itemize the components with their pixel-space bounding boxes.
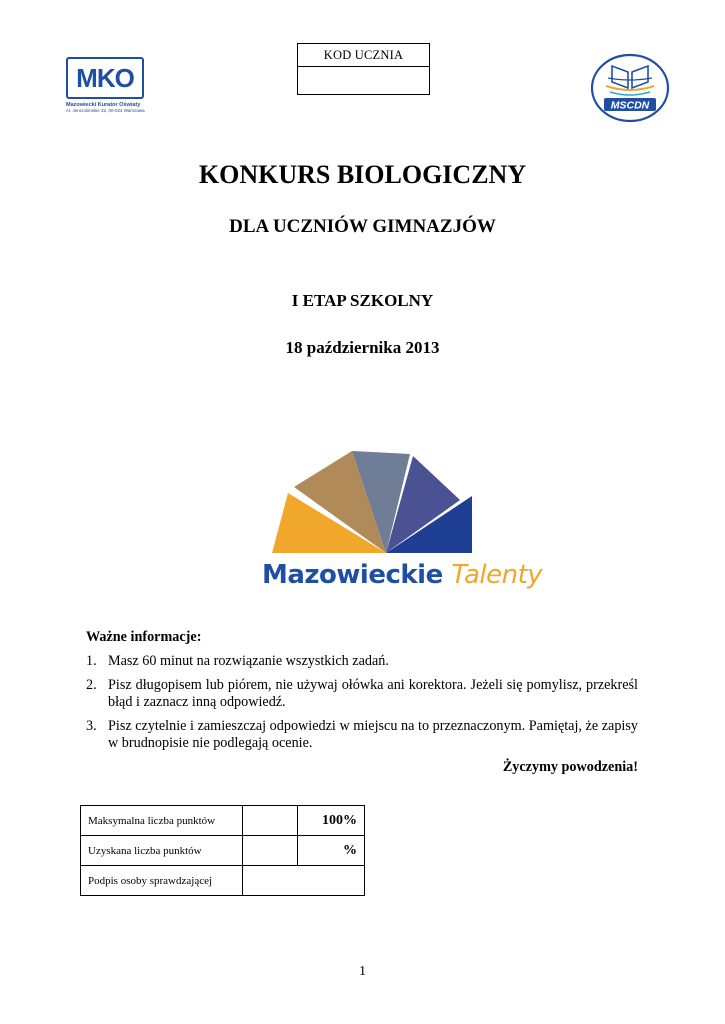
score-table xyxy=(80,805,365,896)
student-code-label: KOD UCZNIA xyxy=(298,44,429,67)
good-luck-text: Życzymy powodzenia! xyxy=(502,759,638,775)
mko-logo xyxy=(66,57,148,119)
info-heading: Ważne informacje: xyxy=(86,629,202,645)
important-info xyxy=(86,629,638,776)
talent-wordmark xyxy=(262,560,542,590)
student-code-box xyxy=(297,43,430,95)
info-item-number: 2. xyxy=(86,677,97,693)
mko-mark-icon: MKO xyxy=(66,57,144,99)
info-item-number: 1. xyxy=(86,653,97,669)
mscdn-logo xyxy=(588,52,672,124)
score-percent: % xyxy=(297,836,364,866)
table-row xyxy=(81,866,365,896)
contest-date: 18 października 2013 xyxy=(285,338,440,357)
score-percent: 100% xyxy=(297,806,364,836)
info-item xyxy=(86,677,638,711)
info-item xyxy=(86,718,638,752)
score-label: Uzyskana liczba punktów xyxy=(81,836,243,866)
info-item-text: Pisz długopisem lub piórem, nie używaj ołówka ani korektora. Jeżeli się pomylisz, przekreśl błąd i zaznacz inną odpowiedź. xyxy=(108,677,638,710)
info-item-text: Pisz czytelnie i zamieszczaj odpowiedzi w miejscu na to przeznaczonym. Pamiętaj, że zapisy w brudnopisie nie podlegają ocenie. xyxy=(108,718,638,751)
signature-field[interactable] xyxy=(243,866,365,896)
score-label: Maksymalna liczba punktów xyxy=(81,806,243,836)
info-item-text: Masz 60 minut na rozwiązanie wszystkich zadań. xyxy=(108,653,389,669)
score-label: Podpis osoby sprawdzającej xyxy=(81,866,243,896)
table-row xyxy=(81,806,365,836)
info-list xyxy=(86,653,638,752)
talent-word-2: Talenty xyxy=(451,560,543,590)
contest-stage: I ETAP SZKOLNY xyxy=(291,291,434,310)
contest-title: KONKURS BIOLOGICZNY xyxy=(198,160,527,189)
student-code-field[interactable] xyxy=(298,67,429,94)
table-row xyxy=(81,836,365,866)
mko-logo-caption: Mazowiecki Kurator Oświaty xyxy=(66,102,141,108)
mko-logo-address: Al. Jerozolimskie 32, 00-024 Warszawa xyxy=(66,108,145,113)
talent-word-1: Mazowieckie xyxy=(262,560,443,590)
mscdn-globe-icon xyxy=(588,52,672,124)
info-item-number: 3. xyxy=(86,718,97,734)
score-value-field[interactable] xyxy=(243,806,298,836)
svg-text:MSCDN: MSCDN xyxy=(610,99,650,112)
score-value-field[interactable] xyxy=(243,836,298,866)
contest-subtitle: DLA UCZNIÓW GIMNAZJÓW xyxy=(229,216,496,237)
page-number: 1 xyxy=(359,964,366,979)
info-item xyxy=(86,653,638,670)
